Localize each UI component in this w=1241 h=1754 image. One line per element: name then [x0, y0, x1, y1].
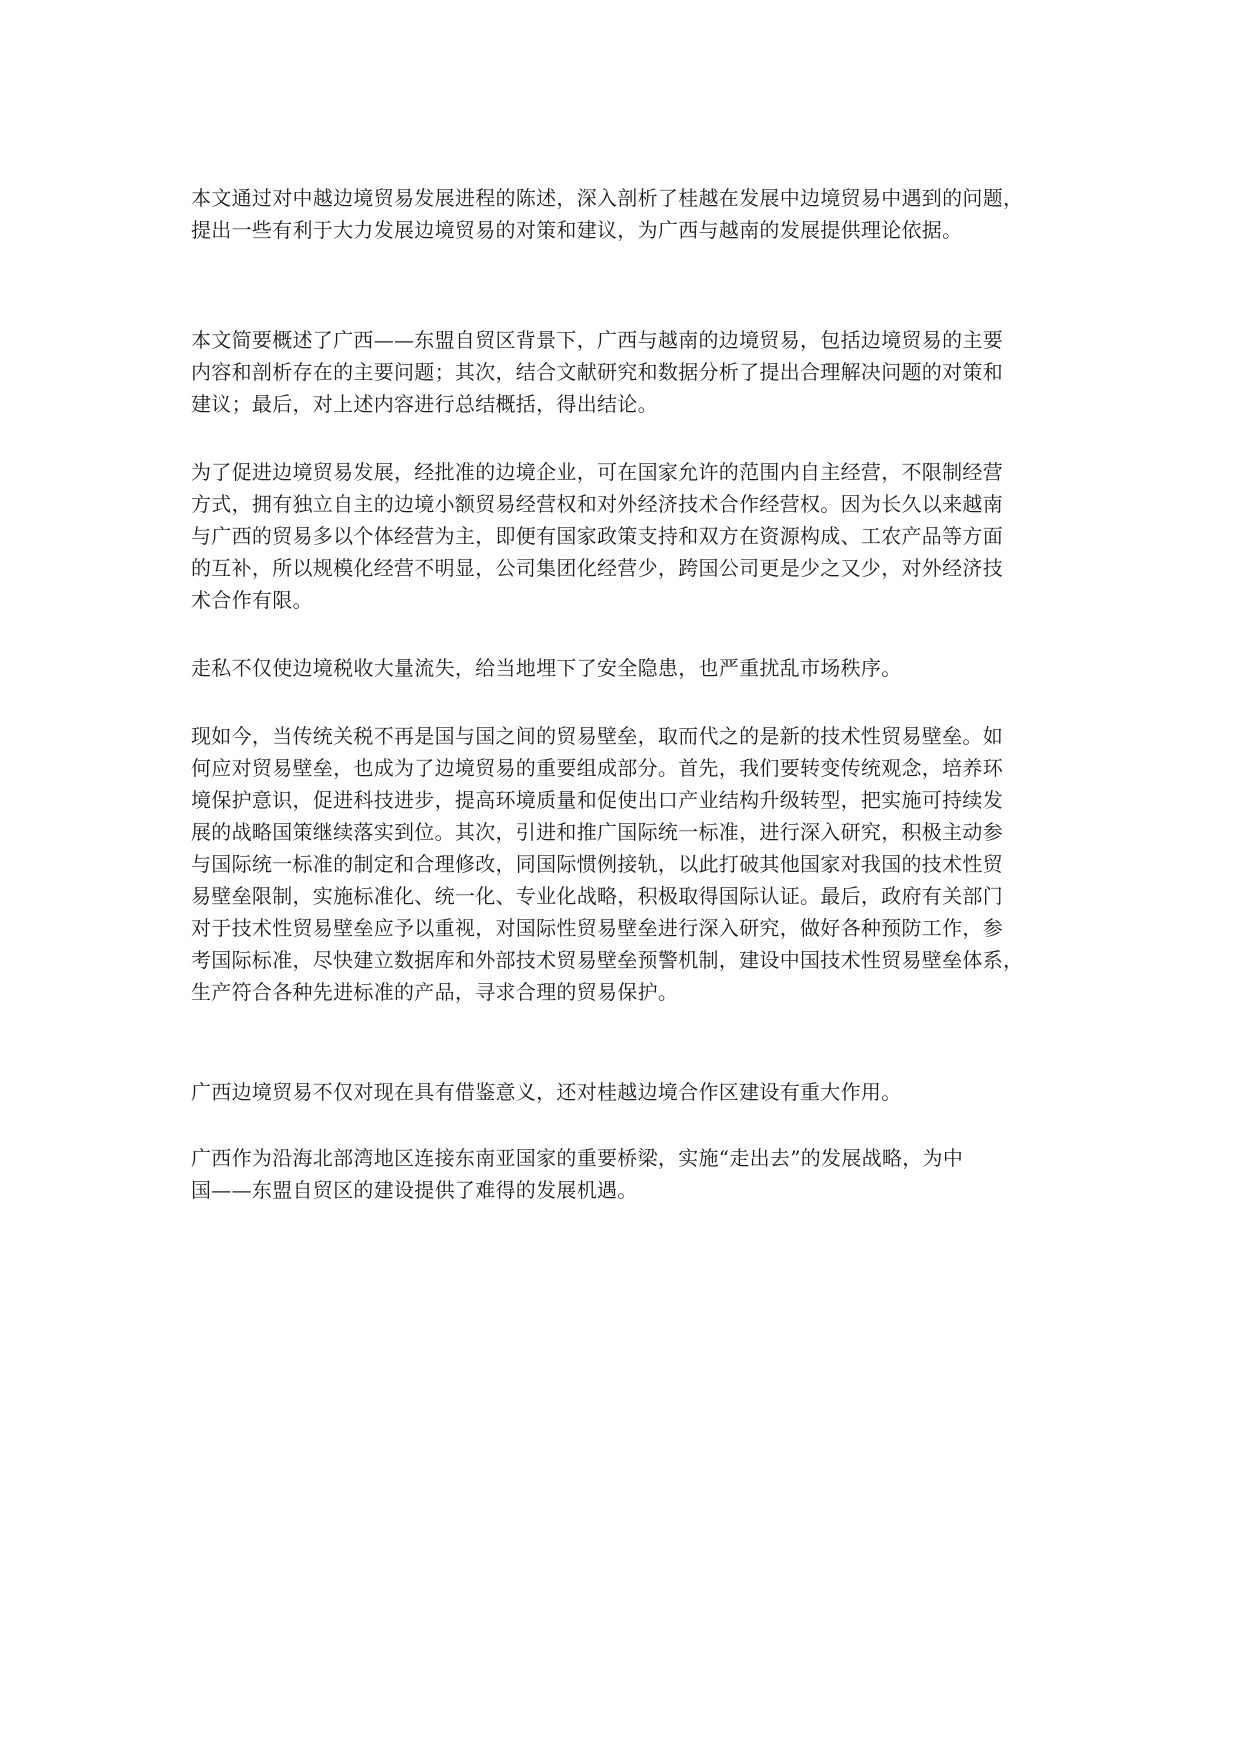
- text-line: 境保护意识，促进科技进步，提高环境质量和促使出口产业结构升级转型，把实施可持续发: [191, 788, 1003, 812]
- text-line: 与国际统一标准的制定和合理修改，同国际惯例接轨，以此打破其他国家对我国的技术性贸: [191, 852, 1003, 876]
- text-line: 建议；最后，对上述内容进行总结概括，得出结论。: [191, 392, 658, 416]
- text-line: 对于技术性贸易壁垒应予以重视，对国际性贸易壁垒进行深入研究，做好各种预防工作，参: [191, 916, 1003, 940]
- text-line: 易壁垒限制，实施标准化、统一化、专业化战略，积极取得国际认证。最后，政府有关部门: [191, 884, 1003, 908]
- text-line: 国——东盟自贸区的建设提供了难得的发展机遇。: [191, 1178, 638, 1202]
- document-page: [191, 182, 1061, 1206]
- text-line: 展的战略国策继续落实到位。其次，引进和推广国际统一标准，进行深入研究，积极主动参: [191, 820, 1003, 844]
- text-line: 广西边境贸易不仅对现在具有借鉴意义，还对桂越边境合作区建设有重大作用。: [191, 1080, 902, 1104]
- paragraph-1: [191, 182, 1061, 246]
- text-line: 生产符合各种先进标准的产品，寻求合理的贸易保护。: [191, 980, 679, 1004]
- text-line: 内容和剖析存在的主要问题；其次，结合文献研究和数据分析了提出合理解决问题的对策和: [191, 360, 1003, 384]
- paragraph-7: [191, 1142, 1061, 1206]
- text-line: 广西作为沿海北部湾地区连接东南亚国家的重要桥梁，实施“走出去”的发展战略，为中: [191, 1146, 964, 1170]
- text-line: 考国际标准，尽快建立数据库和外部技术贸易壁垒预警机制，建设中国技术性贸易壁垒体系，: [191, 948, 1024, 972]
- paragraph-3: [191, 456, 1061, 616]
- text-line: 与广西的贸易多以个体经营为主，即便有国家政策支持和双方在资源构成、工农产品等方面: [191, 524, 1003, 548]
- text-line: 走私不仅使边境税收大量流失，给当地埋下了安全隐患，也严重扰乱市场秩序。: [191, 656, 902, 680]
- paragraph-5: [191, 720, 1061, 1008]
- text-line: 本文通过对中越边境贸易发展进程的陈述，深入剖析了桂越在发展中边境贸易中遇到的问题，: [191, 186, 1024, 210]
- text-line: 术合作有限。: [191, 588, 313, 612]
- text-line: 提出一些有利于大力发展边境贸易的对策和建议，为广西与越南的发展提供理论依据。: [191, 218, 963, 242]
- paragraph-6: [191, 1076, 1061, 1108]
- text-line: 方式，拥有独立自主的边境小额贸易经营权和对外经济技术合作经营权。因为长久以来越南: [191, 492, 1003, 516]
- text-line: 何应对贸易壁垒，也成为了边境贸易的重要组成部分。首先，我们要转变传统观念，培养环: [191, 756, 1003, 780]
- text-line: 为了促进边境贸易发展，经批准的边境企业，可在国家允许的范围内自主经营，不限制经营: [191, 460, 1003, 484]
- text-line: 现如今，当传统关税不再是国与国之间的贸易壁垒，取而代之的是新的技术性贸易壁垒。如: [191, 724, 1003, 748]
- paragraph-2: [191, 324, 1061, 420]
- text-line: 本文简要概述了广西——东盟自贸区背景下，广西与越南的边境贸易，包括边境贸易的主要: [191, 328, 1003, 352]
- text-line: 的互补，所以规模化经营不明显，公司集团化经营少，跨国公司更是少之又少，对外经济技: [191, 556, 1003, 580]
- paragraph-4: [191, 652, 1061, 684]
